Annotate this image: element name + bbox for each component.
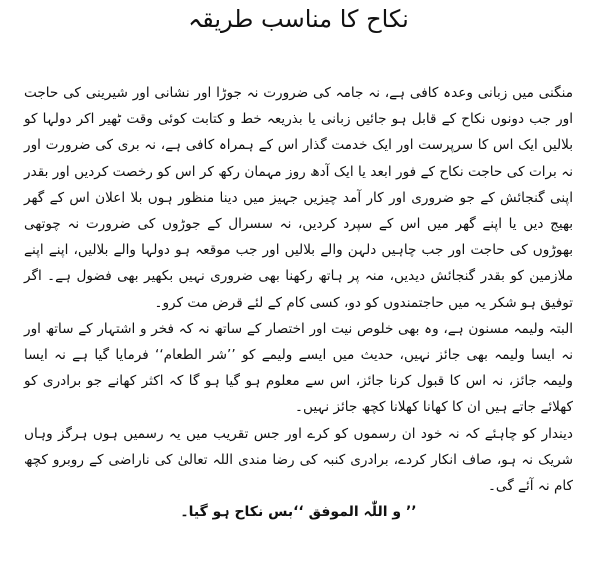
closing-arabic: ’’ و اللّٰہ الموفق [308, 504, 417, 521]
paragraph-advice: دیندار کو چاہئے کہ نہ خود ان رسموں کو کرے اور جس تقریب میں یہ رسمیں ہوں ہرگز وہاں شریک نہ ہو، صاف انکار کردے، برادری کنبہ کی رضا مندی اللہ تعالیٰ کی ناراضی کے روبرو کچھ کام نہ آئے گی۔ [24, 425, 573, 495]
paragraph-engagement: منگنی میں زبانی وعدہ کافی ہے، نہ جامہ کی ضرورت نہ جوڑا اور نشانی اور شیرینی کی حاجت اور جب دونوں نکاح کے قابل ہو جائیں زبانی یا بذریعہ خط و کتابت کوئی وقت ٹھیر اکر دولہا کو بلالیں ایک اس کا سرپرست اور ایک خدمت گذار اس کے ہمراہ کافی ہے، نہ بری کی ضرورت اور نہ برات کی حاجت نکاح کے فور ابعد یا ایک آدھ روز مہمان رکھ کر اس کو رخصت کردیں اور بقدر اپنی گنجائش کے جو ضروری اور کار آمد چیزیں جہیز میں دینا منظور ہوں بلا اعلان اس کے گھر بھیج دیں یا اپنے گھر میں اس کے سپرد کردیں، نہ سسرال کے جوڑوں کی ضرورت نہ چوتھی بھوڑوں کی حاجت اور جب چاہیں دلہن والے بلالیں اور جب موقعہ ہو دولہا والے بلالیں، اپنے اپنے ملازمین کو بقدر گنجائش دیدیں، منہ پر ہاتھ رکھنا بھی ضروری نہیں بکھیر بھی فضول ہے۔ اگر توفیق ہو شکر یہ میں حاجتمندوں کو دو، کسی کام کے لئے قرض مت کرو۔ [24, 85, 573, 311]
body-text [24, 80, 573, 525]
closing-urdu: ‘‘بس نکاح ہو گیا۔ [180, 504, 304, 521]
closing-line [24, 499, 573, 525]
page-title: نکاح کا مناسب طریقہ [188, 5, 409, 33]
paragraph-walima: البتہ ولیمہ مسنون ہے، وہ بھی خلوص نیت اور اختصار کے ساتھ نہ کہ فخر و اشتہار کے ساتھ اور نہ ایسا ولیمہ بھی جائز نہیں، حدیث میں ایسے ولیمے کو ’’شر الطعام‘‘ فرمایا گیا ہے نہ ایسا ولیمہ جائز، نہ اس کا قبول کرنا جائز، اس سے معلوم ہو گیا ہو گا کہ اکثر کھانے جو برادری کو کھلائے جاتے ہیں ان کا کھانا کھلانا کچھ جائز نہیں۔ [24, 320, 573, 416]
